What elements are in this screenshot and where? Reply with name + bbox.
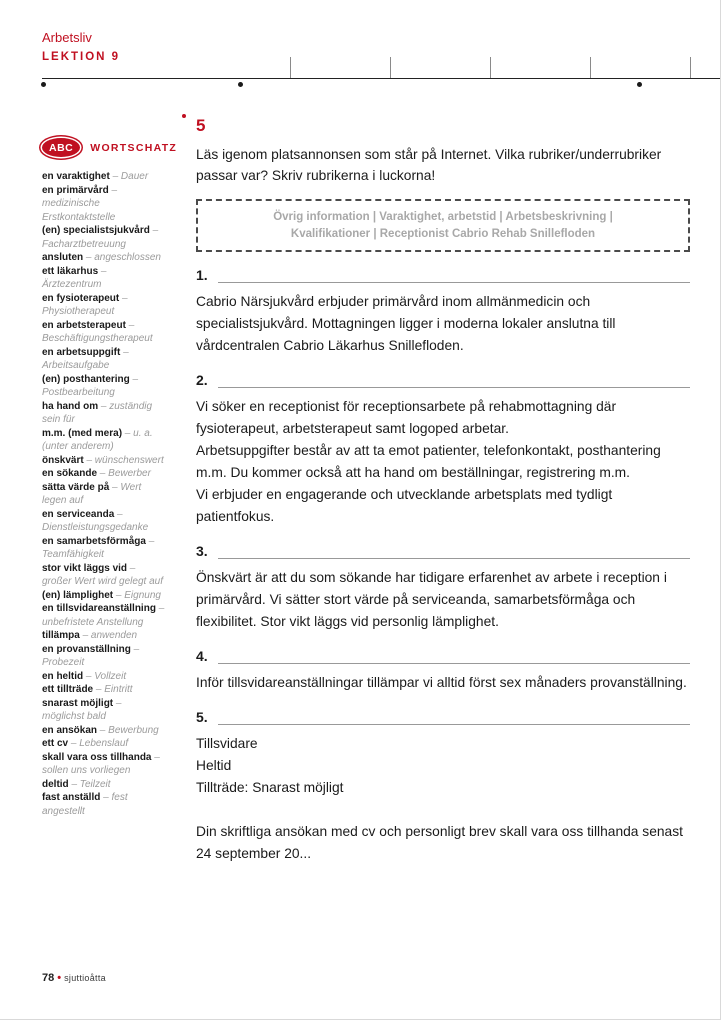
- vocab-translation: – unbefristete Anstellung: [42, 603, 165, 628]
- vocab-translation: – fest angestellt: [42, 792, 128, 817]
- vocab-entry: [42, 251, 166, 265]
- header-dot: [41, 82, 46, 87]
- vocab-entry: [42, 589, 166, 603]
- vocab-term: skall vara oss tillhanda: [42, 751, 152, 763]
- vocab-term: en arbetsterapeut: [42, 319, 126, 331]
- vocab-term: fast anställd: [42, 792, 101, 803]
- vocab-term: snarast möjligt: [42, 697, 114, 709]
- vocab-translation: – Bewerbung: [97, 724, 159, 736]
- vocab-translation: – u. a. (unter anderem): [42, 427, 153, 452]
- item-paragraph: Vi erbjuder en engagerande och utvecklande arbetsplats med tydligt patientfokus.: [196, 487, 613, 524]
- vocab-translation: – Eignung: [113, 589, 161, 601]
- exercise-instructions: Läs igenom platsannonsen som står på Internet. Vilka rubriker/underrubriker passar var? Skriv rubrikerna i luckorna!: [196, 147, 662, 183]
- vocab-translation: – Vollzeit: [83, 670, 127, 682]
- vocab-translation: – Beschäftigungstherapeut: [42, 319, 153, 344]
- item-paragraph: Tillsvidare: [196, 736, 258, 751]
- item-number-row: [196, 543, 690, 559]
- vocab-entry: [42, 265, 166, 292]
- vocab-translation: – angeschlossen: [83, 252, 161, 263]
- item-number-row: [196, 267, 690, 283]
- item-body: [196, 396, 690, 528]
- vocab-translation: – Probezeit: [42, 643, 140, 668]
- vocab-term: en ansökan: [42, 724, 98, 736]
- item-body: [196, 567, 690, 633]
- vocab-term: ett läkarhus: [42, 265, 99, 277]
- vocab-translation: – möglichst bald: [42, 697, 122, 722]
- vocab-entry: [42, 224, 166, 251]
- vocab-entry: [42, 427, 166, 454]
- item-paragraph: Tillträde: Snarast möjligt: [196, 780, 344, 795]
- item-paragraph: Arbetsuppgifter består av att ta emot patienter, telefonkontakt, posthantering m.m. Du kommer också att ha hand om beställningar, registrering m.m.: [196, 443, 661, 480]
- vocab-term: ha hand om: [42, 400, 99, 412]
- section-title: Arbetsliv: [42, 30, 92, 45]
- header-tick: [390, 57, 391, 78]
- vocab-term: (en) lämplighet: [42, 589, 114, 601]
- item-number: 5.: [196, 709, 208, 725]
- vocab-translation: – Dauer: [109, 171, 149, 182]
- vocab-translation: – Teilzeit: [68, 778, 111, 790]
- vocab-term: en tillsvidareanställning: [42, 603, 156, 614]
- vocab-term: (en) specialistsjukvård: [42, 225, 150, 236]
- abc-logo-icon: ABC: [42, 138, 80, 157]
- page-number: 78: [42, 972, 55, 984]
- vocab-entry: [42, 346, 166, 373]
- vocab-entry: [42, 602, 166, 629]
- vocab-translation: – medizinische Erstkontaktstelle: [42, 184, 118, 223]
- answer-blank-line: [218, 545, 690, 559]
- vocab-translation: – sollen uns vorliegen: [42, 751, 160, 776]
- item-paragraph: Heltid: [196, 758, 232, 773]
- vocab-term: ansluten: [42, 252, 84, 263]
- vocab-entry: [42, 184, 166, 225]
- vocab-entry: [42, 751, 166, 778]
- item-number: 1.: [196, 267, 208, 283]
- header-tick: [290, 57, 291, 78]
- vocab-translation: – Postbearbeitung: [42, 373, 139, 398]
- vocab-entry: [42, 724, 166, 738]
- vocab-entry: [42, 629, 166, 643]
- vocab-translation: – Bewerber: [97, 468, 151, 479]
- exercise-item: [196, 267, 690, 357]
- header-tick: [690, 57, 691, 78]
- vocab-term: en provanställning: [42, 643, 131, 655]
- page-number-word: sjuttioåtta: [64, 973, 106, 983]
- item-number-row: [196, 709, 690, 725]
- vocab-translation: – Physiotherapeut: [42, 292, 128, 317]
- vocab-translation: – Wert legen auf: [42, 481, 142, 506]
- vocab-translation: – Lebenslauf: [68, 738, 129, 749]
- item-body: [196, 672, 690, 694]
- vocab-entry: [42, 697, 166, 724]
- page-footer: [42, 972, 106, 984]
- item-paragraph: Cabrio Närsjukvård erbjuder primärvård inom allmänmedicin och specialistsjukvård. Mottagningen ligger i moderna lokaler anslutna till vårdcentralen Cabrio Läkarhus Snillefloden.: [196, 294, 616, 353]
- item-body: [196, 291, 690, 357]
- vocab-term: en fysioterapeut: [42, 292, 120, 304]
- vocab-term: deltid: [42, 778, 69, 790]
- vocab-entry: [42, 535, 166, 562]
- item-paragraph: Din skriftliga ansökan med cv och personligt brev skall vara oss tillhanda senast 24 september 20...: [196, 824, 683, 861]
- answer-blank-line: [218, 374, 690, 388]
- vocab-translation: – wünschenswert: [83, 454, 164, 466]
- header-tick: [490, 57, 491, 78]
- vocab-entry: [42, 791, 166, 818]
- header-dot: [637, 82, 642, 87]
- exercise-item: [196, 372, 690, 528]
- vocab-translation: – Arbeitsaufgabe: [42, 346, 129, 371]
- vocab-translation: – großer Wert wird gelegt auf: [42, 562, 163, 587]
- vocab-entry: [42, 454, 166, 468]
- vocab-entry: [42, 170, 166, 184]
- footer-dot-icon: •: [57, 972, 62, 984]
- vocab-term: en varaktighet: [42, 171, 110, 182]
- vocab-term: ett cv: [42, 738, 69, 749]
- vocab-entry: [42, 481, 166, 508]
- item-number-row: [196, 372, 690, 388]
- vocab-entry: [42, 400, 166, 427]
- vocab-term: stor vikt läggs vid: [42, 562, 128, 574]
- options-line: Kvalifikationer | Receptionist Cabrio Rehab Snillefloden: [290, 228, 596, 240]
- vocab-term: tillämpa: [42, 630, 80, 641]
- item-body: [196, 733, 690, 865]
- exercise-item: [196, 648, 690, 694]
- exercise-marker-dot-icon: [182, 114, 186, 118]
- wortschatz-header: [42, 138, 178, 157]
- answer-blank-line: [218, 650, 690, 664]
- exercise-item: [196, 543, 690, 633]
- vocab-term: en serviceanda: [42, 508, 115, 520]
- vocab-entry: [42, 319, 166, 346]
- exercise-items: [196, 267, 690, 865]
- vocab-translation: – anwenden: [79, 630, 138, 641]
- vocab-entry: [42, 292, 166, 319]
- vocab-translation: – Ärztezentrum: [42, 265, 107, 290]
- vocab-entry: [42, 778, 166, 792]
- vocab-translation: – Facharztbetreuung: [42, 225, 159, 250]
- lesson-title: LEKTION 9: [42, 51, 121, 63]
- vocab-term: m.m. (med mera): [42, 427, 123, 439]
- header-rule: [42, 78, 720, 79]
- item-number: 4.: [196, 648, 208, 664]
- item-paragraph: Vi söker en receptionist för receptionsarbete på rehabmottagning där fysioterapeut, arbetsterapeut samt logoped arbetar.: [196, 399, 617, 436]
- exercise-item: [196, 709, 690, 865]
- vocab-entry: [42, 508, 166, 535]
- exercise-number: [196, 116, 690, 136]
- options-box: [196, 199, 690, 252]
- vocab-term: sätta värde på: [42, 481, 110, 493]
- vocab-term: en arbetsuppgift: [42, 346, 121, 358]
- vocab-term: en heltid: [42, 670, 84, 682]
- vocab-entry: [42, 467, 166, 481]
- vocab-translation: – Teamfähigkeit: [42, 535, 155, 560]
- answer-blank-line: [218, 269, 690, 283]
- vocab-entry: [42, 373, 166, 400]
- item-paragraph: Inför tillsvidareanställningar tillämpar vi alltid först sex månaders provanställning.: [196, 675, 687, 690]
- header-dot: [238, 82, 243, 87]
- vocab-entry: [42, 643, 166, 670]
- answer-blank-line: [218, 711, 690, 725]
- vocab-term: ett tillträde: [42, 684, 94, 695]
- vocab-translation: – zuständig sein für: [42, 400, 153, 425]
- vocab-term: önskvärt: [42, 454, 84, 466]
- vocab-term: en sökande: [42, 468, 98, 479]
- vocab-translation: – Dienstleistungsgedanke: [42, 508, 149, 533]
- vocab-entry: [42, 683, 166, 697]
- vocab-entry: [42, 562, 166, 589]
- vocab-entry: [42, 670, 166, 684]
- item-number: 3.: [196, 543, 208, 559]
- item-spacer: [196, 799, 690, 821]
- exercise-number-text: 5: [196, 116, 206, 135]
- item-number: 2.: [196, 372, 208, 388]
- vocab-term: en primärvård: [42, 184, 109, 196]
- vocab-sidebar: [42, 138, 178, 818]
- vocab-term: en samarbetsförmåga: [42, 535, 146, 547]
- wortschatz-title: WORTSCHATZ: [90, 141, 178, 154]
- vocab-list: [42, 170, 166, 818]
- item-number-row: [196, 648, 690, 664]
- vocab-translation: – Eintritt: [93, 684, 133, 695]
- exercise-column: [196, 116, 690, 865]
- vocab-entry: [42, 737, 166, 751]
- item-paragraph: Önskvärt är att du som sökande har tidigare erfarenhet av arbete i reception i primärvård. Vi sätter stort värde på serviceanda, samarbetsförmåga och flexibilitet. Stor vikt läggs vid personlig lämplighet.: [196, 570, 667, 629]
- options-line: Övrig information | Varaktighet, arbetstid | Arbetsbeskrivning |: [273, 211, 613, 223]
- vocab-term: (en) posthantering: [42, 373, 130, 385]
- header-tick: [590, 57, 591, 78]
